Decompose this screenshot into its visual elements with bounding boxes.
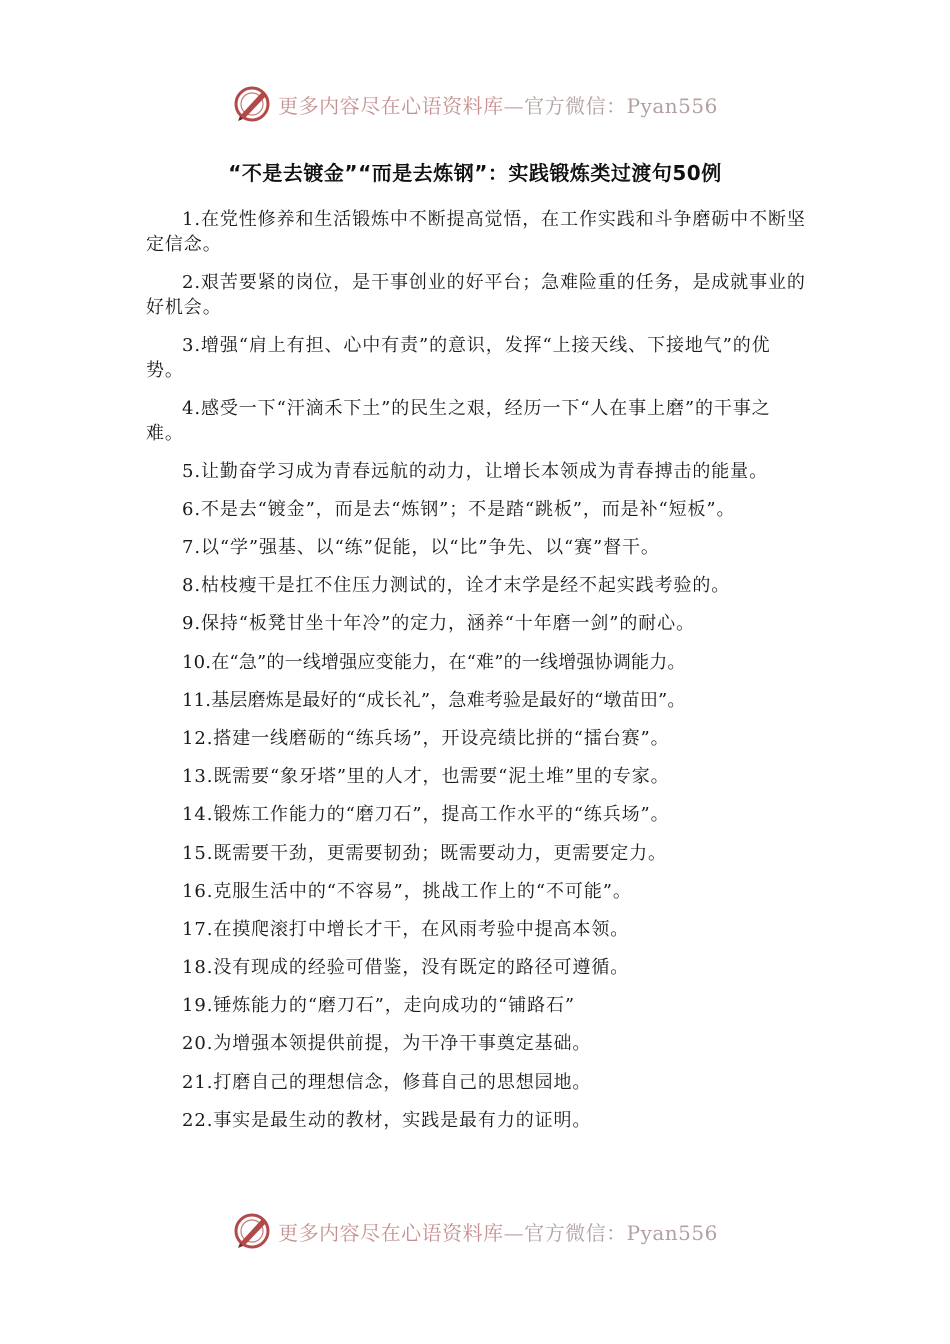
banner-wechat: 官方微信：Pyan556 (524, 93, 718, 118)
pen-seal-icon (232, 1211, 272, 1251)
list-item: 5.让勤奋学习成为青春远航的动力，让增长本领成为青春搏击的能量。 (182, 461, 768, 482)
footer-banner (0, 1209, 950, 1253)
banner-separator: — (503, 93, 525, 118)
list-item: 4.感受一下“汗滴禾下土”的民生之艰，经历一下“人在事上磨”的干事之难。 (146, 398, 771, 444)
document-title: “不是去镀金”“而是去炼钢”：实践锻炼类过渡句50例 (228, 161, 722, 185)
banner-text (278, 90, 718, 119)
list-item: 21.打磨自己的理想信念，修葺自己的思想园地。 (182, 1071, 592, 1093)
list-item: 1.在党性修养和生活锻炼中不断提高觉悟，在工作实践和斗争磨砺中不断坚定信念。 (146, 209, 806, 255)
list-item: 11.基层磨炼是最好的“成长礼”，急难考验是最好的“墩苗田”。 (182, 689, 686, 711)
list-item: 18.没有现成的经验可借鉴，没有既定的路径可遵循。 (182, 957, 630, 979)
list-item: 7.以“学”强基、以“练”促能，以“比”争先、以“赛”督干。 (182, 537, 660, 558)
list-item: 15.既需要干劲，更需要韧劲；既需要动力，更需要定力。 (182, 842, 667, 864)
list-item: 2.艰苦要紧的岗位，是干事创业的好平台；急难险重的任务，是成就事业的好机会。 (146, 272, 806, 318)
banner-wechat: 官方微信：Pyan556 (524, 1220, 718, 1245)
list-item: 8.枯枝瘦干是扛不住压力测试的，诠才末学是经不起实践考验的。 (182, 575, 731, 597)
list-item: 6.不是去“镀金”，而是去“炼钢”；不是踏“跳板”，而是补“短板”。 (182, 499, 736, 520)
banner-brand: 更多内容尽在心语资料库 (278, 93, 504, 118)
pen-seal-icon (232, 84, 272, 124)
banner-text (278, 1217, 718, 1246)
list-item: 22.事实是最生动的教材，实践是最有力的证明。 (182, 1109, 592, 1131)
list-item: 3.增强“肩上有担、心中有责”的意识，发挥“上接天线、下接地气”的优势。 (146, 335, 771, 381)
list-item: 9.保持“板凳甘坐十年冷”的定力，涵养“十年磨一剑”的耐心。 (182, 613, 695, 635)
list-item: 14.锻炼工作能力的“磨刀石”，提高工作水平的“练兵场”。 (182, 804, 670, 826)
list-item: 17.在摸爬滚打中增长才干，在风雨考验中提高本领。 (182, 918, 630, 940)
list-item: 19.锤炼能力的“磨刀石”，走向成功的“铺路石” (182, 995, 576, 1017)
header-banner (0, 82, 950, 126)
list-item: 16.克服生活中的“不容易”，挑战工作上的“不可能”。 (182, 880, 632, 902)
banner-separator: — (503, 1220, 525, 1245)
banner-brand: 更多内容尽在心语资料库 (278, 1220, 504, 1245)
list-item: 12.搭建一线磨砺的“练兵场”，开设亮绩比拼的“擂台赛”。 (182, 727, 670, 749)
list-item: 20.为增强本领提供前提，为干净干事奠定基础。 (182, 1033, 592, 1055)
list-item: 13.既需要“象牙塔”里的人才，也需要“泥土堆”里的专家。 (182, 766, 670, 788)
list-item: 10.在“急”的一线增强应变能力，在“难”的一线增强协调能力。 (182, 651, 686, 673)
sentence-list (146, 207, 808, 1146)
